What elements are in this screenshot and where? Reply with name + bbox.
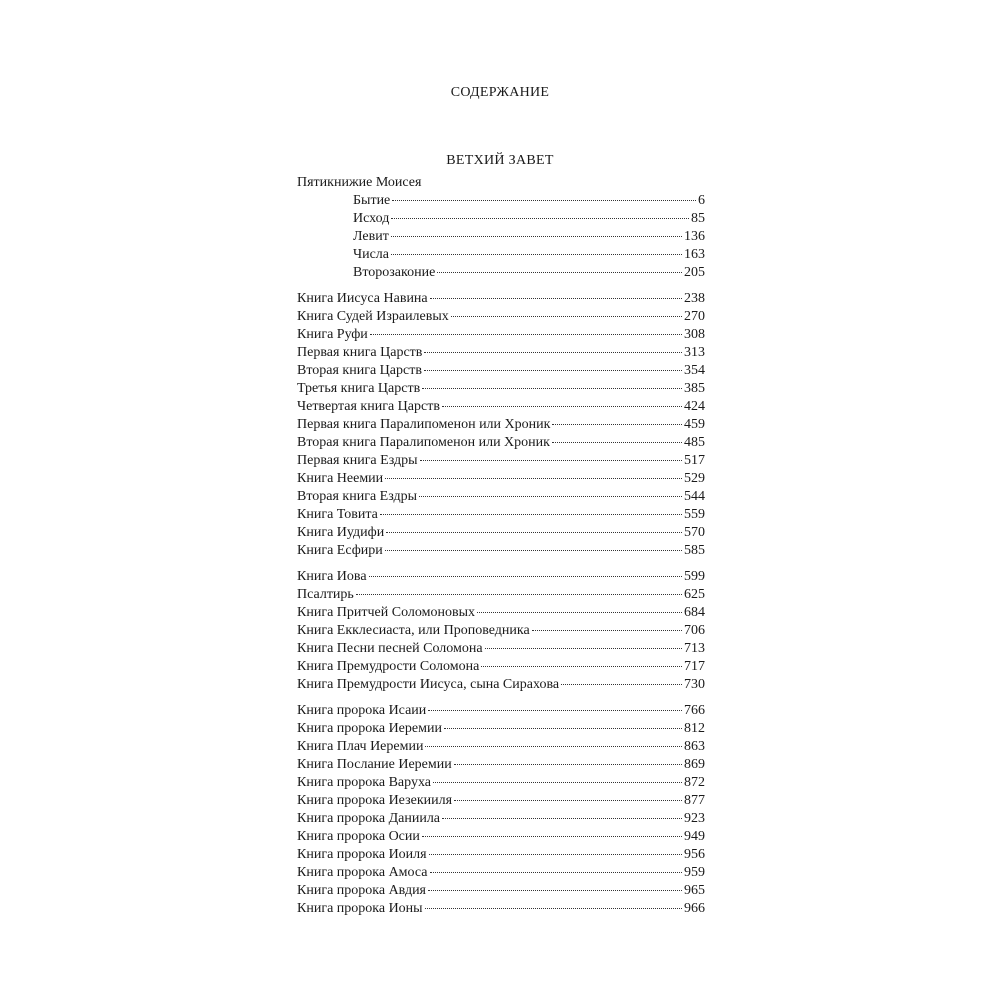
dot-leader: [386, 532, 682, 533]
toc-entry-page: 965: [684, 883, 705, 898]
toc-entry-page: 529: [684, 471, 705, 486]
toc-entry-title: Книга Екклесиаста, или Проповедника: [297, 623, 530, 638]
dot-leader: [425, 908, 682, 909]
toc-entry-title: Книга пророка Иеремии: [297, 721, 442, 736]
toc-entry: [297, 246, 705, 264]
toc-entry: [297, 810, 705, 828]
dot-leader: [532, 630, 682, 631]
toc-entry-page: 205: [684, 265, 705, 280]
toc-entry-page: 877: [684, 793, 705, 808]
toc-entry-page: 730: [684, 677, 705, 692]
toc-entry-title: Левит: [353, 229, 389, 244]
toc-entry-page: 570: [684, 525, 705, 540]
dot-leader: [428, 710, 682, 711]
toc-entry-page: 625: [684, 587, 705, 602]
toc-entry: [297, 308, 705, 326]
toc-entry: [297, 470, 705, 488]
toc-entry-title: Вторая книга Царств: [297, 363, 422, 378]
toc-entry-title: Второзаконие: [353, 265, 436, 280]
toc-entry: [297, 264, 705, 282]
toc-entry: [297, 586, 705, 604]
toc-entry-page: 812: [684, 721, 705, 736]
toc-entry-title: Книга пророка Иезекииля: [297, 793, 453, 808]
dot-leader: [454, 800, 682, 801]
toc-entry-title: Книга пророка Авдия: [297, 883, 427, 898]
prophets-books-list: [297, 702, 705, 918]
toc-entry-page: 313: [684, 345, 705, 360]
toc-entry: [297, 506, 705, 524]
toc-entry-page: 713: [684, 641, 705, 656]
toc-entry-title: Книга Притчей Соломоновых: [297, 605, 475, 620]
toc-entry: [297, 640, 705, 658]
dot-leader: [442, 406, 682, 407]
table-of-contents: [297, 174, 705, 918]
toc-entry: [297, 416, 705, 434]
toc-entry-title: Третья книга Царств: [297, 381, 421, 396]
dot-leader: [422, 836, 682, 837]
historical-books-list: [297, 290, 705, 560]
toc-entry-title: Вторая книга Паралипоменон или Хроник: [297, 435, 550, 450]
toc-entry-title: Книга Неемии: [297, 471, 384, 486]
dot-leader: [391, 218, 689, 219]
toc-entry: [297, 864, 705, 882]
toc-entry: [297, 720, 705, 738]
toc-entry-page: 517: [684, 453, 705, 468]
toc-entry: [297, 542, 705, 560]
toc-entry-title: Книга пророка Даниила: [297, 811, 441, 826]
toc-entry-title: Книга Иудифи: [297, 525, 385, 540]
toc-entry-page: 872: [684, 775, 705, 790]
toc-entry: [297, 882, 705, 900]
dot-leader: [356, 594, 682, 595]
dot-leader: [391, 254, 682, 255]
toc-entry-title: Четвертая книга Царств: [297, 399, 440, 414]
toc-entry-page: 923: [684, 811, 705, 826]
toc-entry-title: Книга Судей Израилевых: [297, 309, 449, 324]
toc-entry-page: 559: [684, 507, 705, 522]
dot-leader: [385, 478, 682, 479]
toc-entry: [297, 210, 705, 228]
toc-entry-page: 6: [698, 193, 705, 208]
toc-entry-title: Книга Премудрости Соломона: [297, 659, 480, 674]
toc-entry-title: Первая книга Паралипоменон или Хроник: [297, 417, 551, 432]
toc-entry-title: Книга пророка Исаии: [297, 703, 427, 718]
dot-leader: [552, 442, 682, 443]
toc-entry: [297, 524, 705, 542]
toc-entry: [297, 568, 705, 586]
toc-entry: [297, 658, 705, 676]
dot-leader: [369, 576, 682, 577]
section-title: ВЕТХИЙ ЗАВЕТ: [446, 153, 554, 168]
toc-entry-page: 136: [684, 229, 705, 244]
toc-entry: [297, 702, 705, 720]
toc-entry-title: Псалтирь: [297, 587, 354, 602]
toc-entry: [297, 362, 705, 380]
toc-entry: [297, 738, 705, 756]
toc-entry-title: Книга пророка Амоса: [297, 865, 428, 880]
toc-entry-page: 163: [684, 247, 705, 262]
toc-entry-title: Первая книга Ездры: [297, 453, 418, 468]
toc-entry-title: Книга Иисуса Навина: [297, 291, 428, 306]
dot-leader: [425, 746, 682, 747]
toc-entry-page: 238: [684, 291, 705, 306]
toc-entry-title: Книга Песни песней Соломона: [297, 641, 483, 656]
toc-entry-title: Книга Послание Иеремии: [297, 757, 452, 772]
toc-entry-page: 385: [684, 381, 705, 396]
toc-entry-page: 684: [684, 605, 705, 620]
toc-entry: [297, 774, 705, 792]
toc-entry-title: Книга Есфири: [297, 543, 383, 558]
toc-entry-page: 966: [684, 901, 705, 916]
toc-entry-title: Книга Премудрости Иисуса, сына Сирахова: [297, 677, 560, 692]
dot-leader: [385, 550, 682, 551]
toc-entry-page: 585: [684, 543, 705, 558]
dot-leader: [370, 334, 682, 335]
toc-entry-title: Бытие: [353, 193, 391, 208]
toc-entry-title: Книга пророка Ионы: [297, 901, 423, 916]
dot-leader: [424, 370, 682, 371]
toc-entry: [297, 846, 705, 864]
toc-entry: [297, 434, 705, 452]
toc-entry: [297, 488, 705, 506]
section-gap: [297, 282, 705, 290]
toc-entry: [297, 344, 705, 362]
toc-entry-page: 308: [684, 327, 705, 342]
dot-leader: [485, 648, 682, 649]
dot-leader: [424, 352, 682, 353]
section-gap: [297, 560, 705, 568]
wisdom-books-list: [297, 568, 705, 694]
toc-entry-page: 270: [684, 309, 705, 324]
dot-leader: [391, 236, 682, 237]
dot-leader: [451, 316, 682, 317]
toc-entry-page: 717: [684, 659, 705, 674]
toc-entry: [297, 192, 705, 210]
toc-entry-title: Книга Товита: [297, 507, 378, 522]
dot-leader: [392, 200, 696, 201]
dot-leader: [430, 872, 683, 873]
dot-leader: [552, 424, 682, 425]
dot-leader: [477, 612, 682, 613]
dot-leader: [380, 514, 682, 515]
toc-entry-page: 544: [684, 489, 705, 504]
toc-entry: [297, 398, 705, 416]
toc-entry-page: 959: [684, 865, 705, 880]
toc-entry: [297, 900, 705, 918]
toc-entry-title: Исход: [353, 211, 390, 226]
toc-entry: [297, 380, 705, 398]
toc-entry-page: 766: [684, 703, 705, 718]
toc-entry-title: Книга Руфи: [297, 327, 368, 342]
toc-entry-title: Первая книга Царств: [297, 345, 423, 360]
pentateuch-heading: Пятикнижие Моисея: [297, 175, 422, 190]
toc-entry-page: 869: [684, 757, 705, 772]
dot-leader: [420, 460, 682, 461]
toc-entry: [297, 828, 705, 846]
toc-entry: [297, 676, 705, 694]
toc-entry-page: 354: [684, 363, 705, 378]
toc-entry-title: Книга пророка Осии: [297, 829, 420, 844]
toc-entry-page: 956: [684, 847, 705, 862]
toc-entry-title: Числа: [353, 247, 390, 262]
dot-leader: [442, 818, 682, 819]
toc-entry-title: Вторая книга Ездры: [297, 489, 418, 504]
toc-entry: [297, 604, 705, 622]
dot-leader: [430, 298, 682, 299]
toc-entry-page: 949: [684, 829, 705, 844]
section-gap: [297, 694, 705, 702]
toc-entry-page: 599: [684, 569, 705, 584]
dot-leader: [454, 764, 682, 765]
toc-entry: [297, 290, 705, 308]
dot-leader: [437, 272, 682, 273]
toc-entry-page: 485: [684, 435, 705, 450]
dot-leader: [433, 782, 682, 783]
toc-entry-title: Книга пророка Иоиля: [297, 847, 427, 862]
dot-leader: [429, 854, 682, 855]
toc-entry-page: 424: [684, 399, 705, 414]
toc-entry: [297, 756, 705, 774]
dot-leader: [419, 496, 682, 497]
dot-leader: [561, 684, 682, 685]
toc-entry-page: 459: [684, 417, 705, 432]
toc-entry-title: Книга Плач Иеремии: [297, 739, 424, 754]
dot-leader: [422, 388, 682, 389]
toc-entry-page: 706: [684, 623, 705, 638]
toc-entry-page: 85: [691, 211, 705, 226]
toc-entry-page: 863: [684, 739, 705, 754]
dot-leader: [428, 890, 682, 891]
toc-entry: [297, 622, 705, 640]
dot-leader: [444, 728, 682, 729]
toc-entry: [297, 228, 705, 246]
toc-entry-title: Книга пророка Варуха: [297, 775, 431, 790]
toc-entry: [297, 326, 705, 344]
toc-entry: [297, 452, 705, 470]
toc-entry-title: Книга Иова: [297, 569, 367, 584]
page-title: СОДЕРЖАНИЕ: [450, 85, 550, 100]
toc-entry: [297, 792, 705, 810]
dot-leader: [481, 666, 682, 667]
pentateuch-list: [297, 192, 705, 282]
